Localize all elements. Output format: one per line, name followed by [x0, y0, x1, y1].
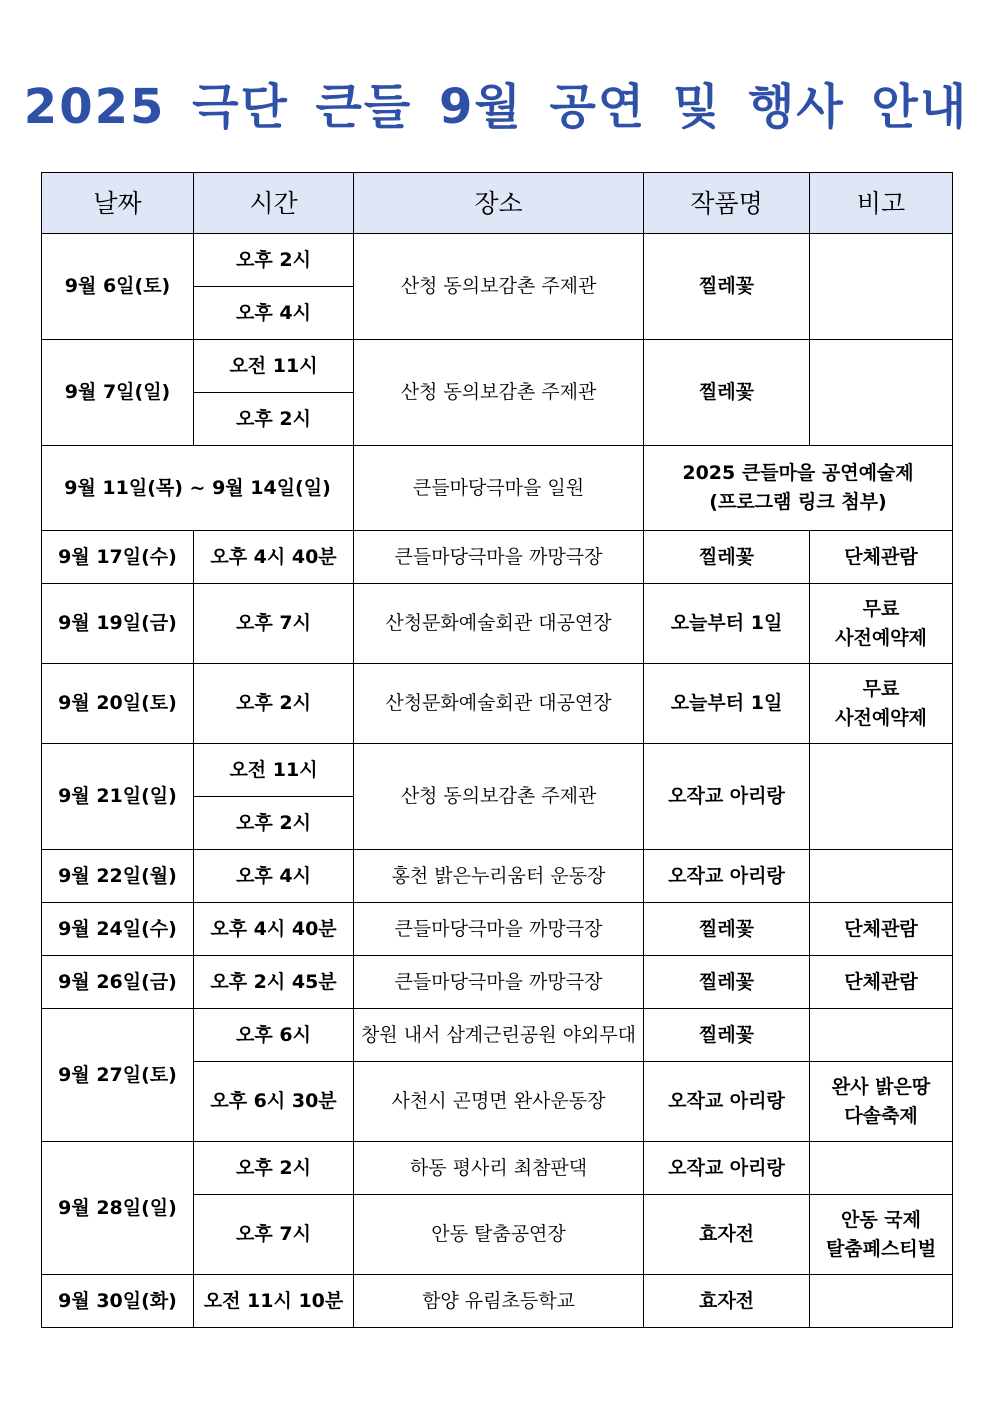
header-note: 비고 [810, 173, 953, 234]
venue-cell: 큰들마당극마을 까망극장 [354, 531, 644, 584]
note-cell [810, 850, 953, 903]
time-cell: 오후 7시 [194, 584, 354, 664]
table-row [42, 234, 953, 287]
date-cell: 9월 26일(금) [42, 956, 194, 1009]
header-date: 날짜 [42, 173, 194, 234]
time-cell: 오후 6시 [194, 1009, 354, 1062]
time-cell: 오후 4시 [194, 850, 354, 903]
work-cell: 효자전 [644, 1195, 810, 1275]
work-cell: 오작교 아리랑 [644, 744, 810, 850]
work-cell: 오작교 아리랑 [644, 1142, 810, 1195]
venue-cell: 산청 동의보감촌 주제관 [354, 744, 644, 850]
venue-cell: 산청 동의보감촌 주제관 [354, 340, 644, 446]
header-work: 작품명 [644, 173, 810, 234]
table-row [42, 664, 953, 744]
date-cell: 9월 20일(토) [42, 664, 194, 744]
table-row [42, 1009, 953, 1062]
note-line: 사전예약제 [835, 626, 927, 649]
date-cell: 9월 24일(수) [42, 903, 194, 956]
program-link-note: (프로그램 링크 첨부) [709, 491, 887, 513]
time-cell: 오전 11시 [194, 744, 354, 797]
work-cell: 오늘부터 1일 [644, 664, 810, 744]
table-row [42, 956, 953, 1009]
table-row [42, 903, 953, 956]
note-line: 무료 [862, 677, 900, 700]
note-cell [810, 1062, 953, 1142]
note-cell [810, 664, 953, 744]
venue-cell: 창원 내서 삼계근린공원 야외무대 [354, 1009, 644, 1062]
venue-cell: 산청 동의보감촌 주제관 [354, 234, 644, 340]
table-row [42, 744, 953, 797]
work-cell: 오작교 아리랑 [644, 1062, 810, 1142]
date-cell: 9월 17일(수) [42, 531, 194, 584]
table-row [42, 446, 953, 531]
note-cell [810, 1275, 953, 1328]
note-cell [810, 234, 953, 340]
work-cell: 오늘부터 1일 [644, 584, 810, 664]
time-cell: 오후 7시 [194, 1195, 354, 1275]
venue-cell: 큰들마당극마을 까망극장 [354, 956, 644, 1009]
venue-cell: 큰들마당극마을 일원 [354, 446, 644, 531]
festival-title: 2025 큰들마을 공연예술제 [682, 462, 914, 484]
time-cell: 오후 2시 45분 [194, 956, 354, 1009]
work-cell: 찔레꽃 [644, 340, 810, 446]
date-range-cell: 9월 11일(목) ~ 9월 14일(일) [42, 446, 354, 531]
festival-cell [644, 446, 953, 531]
note-line: 탈춤페스티벌 [825, 1237, 937, 1260]
venue-cell: 함양 유림초등학교 [354, 1275, 644, 1328]
note-cell: 단체관람 [810, 531, 953, 584]
time-cell: 오후 4시 [194, 287, 354, 340]
header-venue: 장소 [354, 173, 644, 234]
table-row [42, 531, 953, 584]
table-row [42, 1275, 953, 1328]
note-cell: 단체관람 [810, 956, 953, 1009]
venue-cell: 하동 평사리 최참판댁 [354, 1142, 644, 1195]
work-cell: 찔레꽃 [644, 1009, 810, 1062]
work-cell: 찔레꽃 [644, 956, 810, 1009]
note-cell [810, 1142, 953, 1195]
venue-cell: 홍천 밝은누리움터 운동장 [354, 850, 644, 903]
date-cell: 9월 22일(월) [42, 850, 194, 903]
date-cell: 9월 27일(토) [42, 1009, 194, 1142]
table-row [42, 1142, 953, 1195]
date-cell: 9월 28일(일) [42, 1142, 194, 1275]
time-cell: 오후 2시 [194, 1142, 354, 1195]
work-cell: 찔레꽃 [644, 234, 810, 340]
table-row [42, 584, 953, 664]
header-time: 시간 [194, 173, 354, 234]
note-cell [810, 340, 953, 446]
work-cell: 효자전 [644, 1275, 810, 1328]
work-cell: 오작교 아리랑 [644, 850, 810, 903]
venue-cell: 사천시 곤명면 완사운동장 [354, 1062, 644, 1142]
note-cell [810, 744, 953, 850]
date-cell: 9월 19일(금) [42, 584, 194, 664]
time-cell: 오후 6시 30분 [194, 1062, 354, 1142]
note-cell [810, 1195, 953, 1275]
work-cell: 찔레꽃 [644, 903, 810, 956]
venue-cell: 산청문화예술회관 대공연장 [354, 664, 644, 744]
venue-cell: 산청문화예술회관 대공연장 [354, 584, 644, 664]
work-cell: 찔레꽃 [644, 531, 810, 584]
time-cell: 오후 2시 [194, 393, 354, 446]
note-line: 완사 밝은땅 [831, 1075, 931, 1098]
note-line: 안동 국제 [840, 1208, 922, 1231]
time-cell: 오후 4시 40분 [194, 531, 354, 584]
time-cell: 오후 4시 40분 [194, 903, 354, 956]
date-cell: 9월 7일(일) [42, 340, 194, 446]
time-cell: 오후 2시 [194, 797, 354, 850]
date-cell: 9월 30일(화) [42, 1275, 194, 1328]
date-cell: 9월 6일(토) [42, 234, 194, 340]
note-line: 무료 [862, 597, 900, 620]
venue-cell: 안동 탈춤공연장 [354, 1195, 644, 1275]
note-cell: 단체관람 [810, 903, 953, 956]
note-cell [810, 584, 953, 664]
table-row [42, 340, 953, 393]
time-cell: 오후 2시 [194, 664, 354, 744]
schedule-table [41, 172, 953, 1328]
note-cell [810, 1009, 953, 1062]
table-row [42, 850, 953, 903]
table-header-row [42, 173, 953, 234]
page-title: 2025 극단 큰들 9월 공연 및 행사 안내 [23, 79, 969, 135]
note-line: 사전예약제 [835, 706, 927, 729]
time-cell: 오후 2시 [194, 234, 354, 287]
time-cell: 오전 11시 [194, 340, 354, 393]
venue-cell: 큰들마당극마을 까망극장 [354, 903, 644, 956]
date-cell: 9월 21일(일) [42, 744, 194, 850]
time-cell: 오전 11시 10분 [194, 1275, 354, 1328]
note-line: 다솔축제 [844, 1104, 918, 1127]
